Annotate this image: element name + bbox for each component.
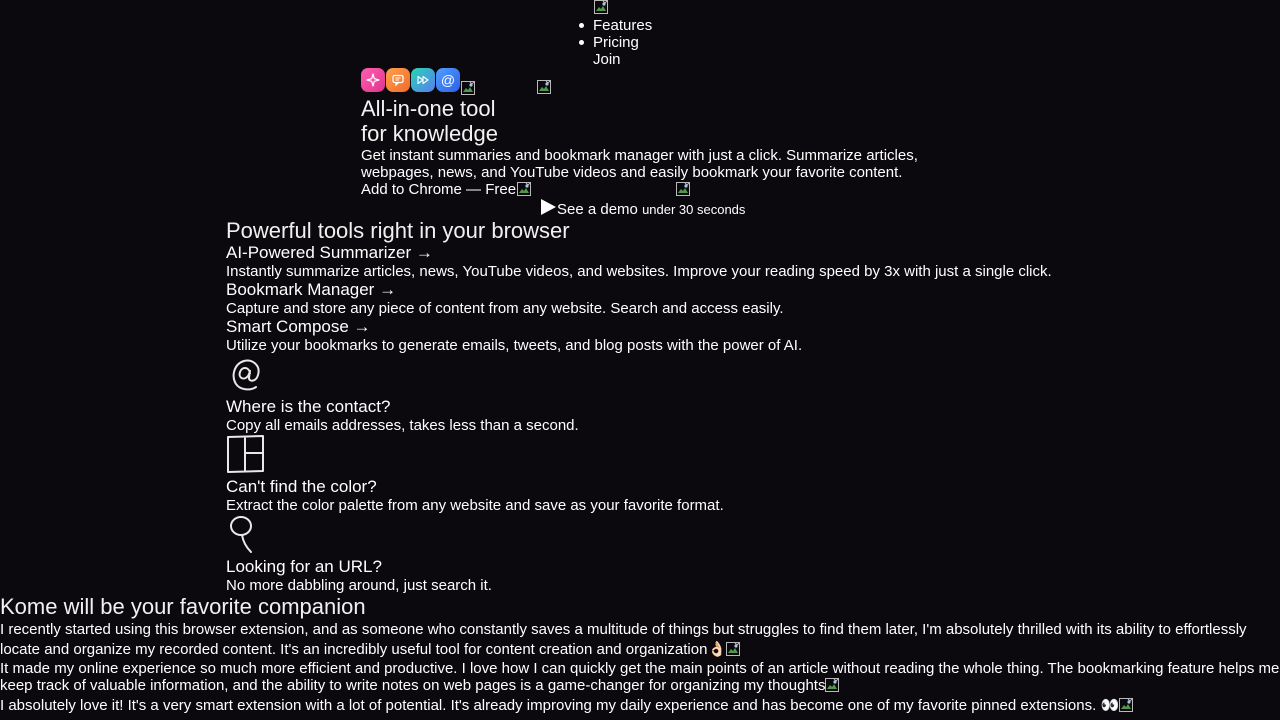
feature-title-compose[interactable]: Smart Compose → <box>226 317 371 336</box>
fast-forward-icon <box>411 68 435 92</box>
utility-title-color: Can't find the color? <box>226 477 377 496</box>
testimonial-3 <box>0 697 1280 714</box>
testimonials-title: Kome will be your favorite companion <box>0 594 366 619</box>
ok-hand-emoji: 👌🏻 <box>707 641 727 658</box>
hero-title-line-2: for knowledge <box>361 121 498 146</box>
app-icon-row <box>361 68 456 92</box>
nav-item-features[interactable] <box>593 17 652 34</box>
nav-label-join[interactable]: Join <box>593 51 621 68</box>
chrome-image <box>517 182 531 196</box>
hero-image-2 <box>537 80 551 94</box>
feature-desc-summarizer: Instantly summarize articles, news, YouTube videos, and websites. Improve your reading speed by 3x with just a single click. <box>226 263 1052 280</box>
add-to-chrome-button[interactable] <box>361 181 531 198</box>
nav-item-pricing[interactable] <box>593 34 652 51</box>
hero-title <box>361 96 498 146</box>
see-demo-button[interactable] <box>539 198 745 222</box>
demo-duration: under 30 seconds <box>642 202 746 217</box>
testimonial-3-avatar <box>1119 698 1133 712</box>
magnifier-icon <box>226 514 266 558</box>
chat-icon <box>386 68 410 92</box>
tools-section-title: Powerful tools right in your browser <box>226 218 570 243</box>
at-sign-icon: @ <box>436 68 460 92</box>
main-nav <box>593 17 652 68</box>
eyes-emoji: 👀 <box>1100 697 1120 714</box>
testimonial-2-avatar <box>825 678 839 692</box>
testimonial-3-text: I absolutely love it! It's a very smart extension with a lot of potential. It's already improving my daily experience and has become one of my favorite pinned extensions. <box>0 697 1097 714</box>
at-sign-icon <box>226 354 266 398</box>
hero-image-1 <box>461 81 475 95</box>
feature-desc-compose: Utilize your bookmarks to generate emails, tweets, and blog posts with the power of AI. <box>226 337 803 354</box>
sparkle-icon <box>361 68 385 92</box>
utility-title-url: Looking for an URL? <box>226 557 382 576</box>
utility-desc-color: Extract the color palette from any website and save as your favorite format. <box>226 497 724 514</box>
testimonial-2-text: It made my online experience so much more efficient and productive. I love how I can quickly get the main points of an article without reading the whole thing. The bookmarking feature helps me keep track of valuable information, and the ability to write notes on web pages is a game-changer for organizing my thoughts <box>0 660 1280 694</box>
testimonial-1-avatar <box>726 642 740 656</box>
nav-label-features[interactable]: Features <box>593 17 653 34</box>
feature-title-bookmark[interactable]: Bookmark Manager → <box>226 280 397 299</box>
testimonial-1-text: I recently started using this browser extension, and as someone who constantly saves a multitude of things but struggles to find them later, I'm absolutely thrilled with its ability to effortlessly locate and organize my recorded content. It's an incredibly useful tool for content creation and organization <box>0 621 1247 658</box>
layout-icon <box>226 434 266 478</box>
logo-image[interactable] <box>594 0 608 14</box>
testimonial-1 <box>0 620 1280 660</box>
feature-title-summarizer[interactable]: AI-Powered Summarizer → <box>226 243 433 262</box>
feature-desc-bookmark: Capture and store any piece of content from any website. Search and access easily. <box>226 300 784 317</box>
nav-item-join[interactable] <box>593 51 652 68</box>
testimonial-2 <box>0 660 1280 694</box>
add-to-chrome-label[interactable]: Add to Chrome — Free <box>361 181 517 198</box>
hero-title-line-1: All-in-one tool <box>361 96 496 121</box>
utility-title-contact: Where is the contact? <box>226 397 391 416</box>
see-demo-label[interactable]: See a demo <box>557 201 638 218</box>
hero-description: Get instant summaries and bookmark manager with just a click. Summarize articles, webpages, news, and YouTube videos and easily bookmark your favorite content. <box>361 147 918 181</box>
utility-desc-url: No more dabbling around, just search it. <box>226 577 492 594</box>
utility-desc-contact: Copy all emails addresses, takes less than a second. <box>226 417 579 434</box>
nav-label-pricing[interactable]: Pricing <box>593 34 639 51</box>
hero-image-3 <box>676 182 690 196</box>
